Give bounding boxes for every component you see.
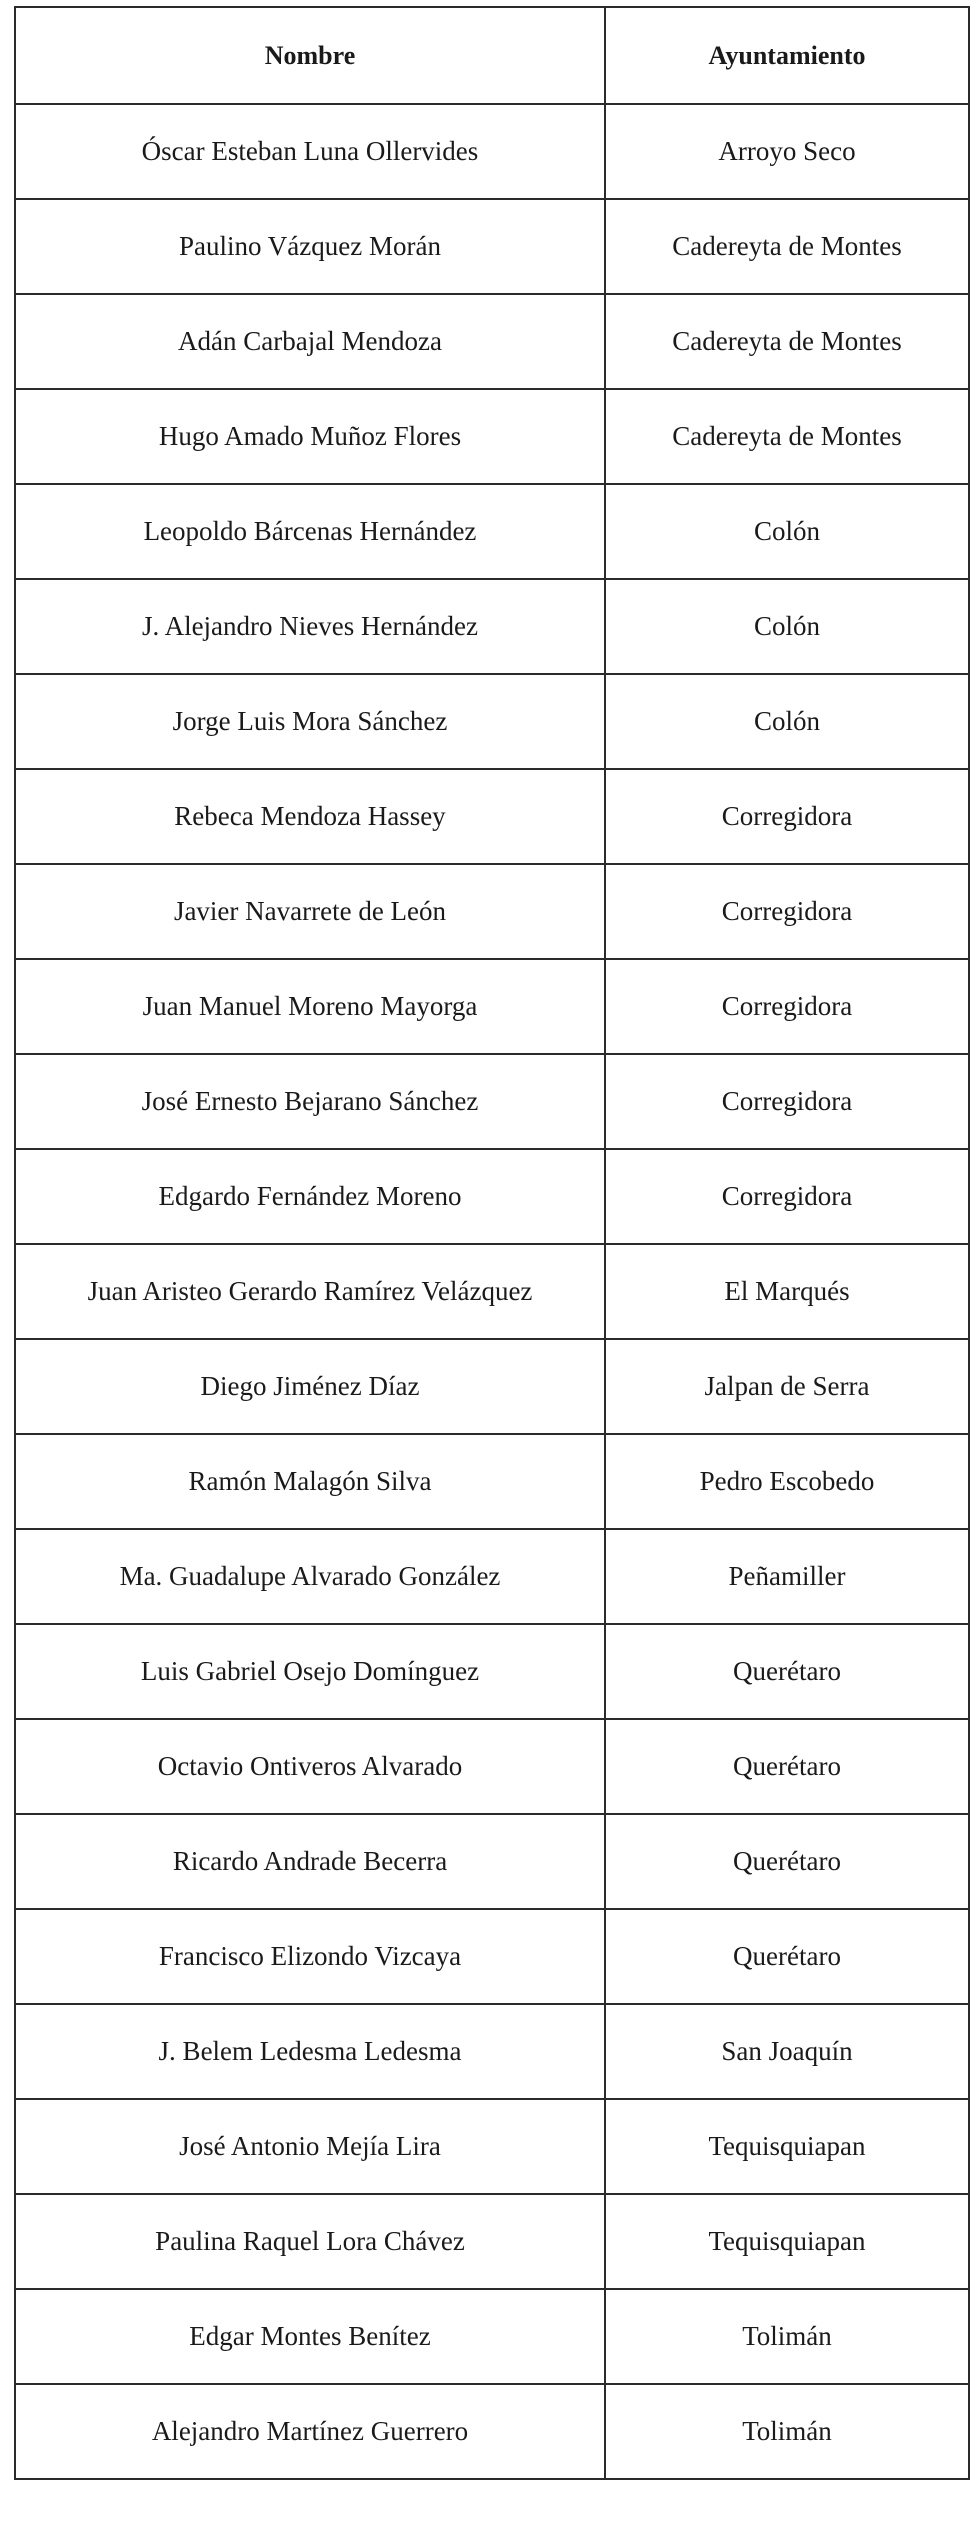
cell-name: Ma. Guadalupe Alvarado González xyxy=(15,1529,605,1624)
table-row xyxy=(15,1909,969,2004)
table-row xyxy=(15,1244,969,1339)
table-row xyxy=(15,2004,969,2099)
cell-name: Óscar Esteban Luna Ollervides xyxy=(15,104,605,199)
cell-ayuntamiento: Querétaro xyxy=(605,1624,969,1719)
table-row xyxy=(15,1719,969,1814)
table-row xyxy=(15,1054,969,1149)
cell-ayuntamiento: Peñamiller xyxy=(605,1529,969,1624)
cell-name: José Ernesto Bejarano Sánchez xyxy=(15,1054,605,1149)
cell-ayuntamiento: El Marqués xyxy=(605,1244,969,1339)
cell-ayuntamiento: Tolimán xyxy=(605,2384,969,2479)
cell-ayuntamiento: Colón xyxy=(605,674,969,769)
cell-ayuntamiento: Colón xyxy=(605,484,969,579)
table-row xyxy=(15,2099,969,2194)
cell-name: Adán Carbajal Mendoza xyxy=(15,294,605,389)
table-body xyxy=(15,104,969,2479)
cell-name: Paulina Raquel Lora Chávez xyxy=(15,2194,605,2289)
table-row xyxy=(15,389,969,484)
cell-name: Edgar Montes Benítez xyxy=(15,2289,605,2384)
cell-ayuntamiento: Arroyo Seco xyxy=(605,104,969,199)
table-row xyxy=(15,579,969,674)
officials-table-container xyxy=(14,6,968,2480)
cell-name: J. Belem Ledesma Ledesma xyxy=(15,2004,605,2099)
table-row xyxy=(15,199,969,294)
table-row xyxy=(15,1624,969,1719)
table-row xyxy=(15,484,969,579)
table-row xyxy=(15,959,969,1054)
table-row xyxy=(15,864,969,959)
cell-ayuntamiento: Colón xyxy=(605,579,969,674)
table-row xyxy=(15,674,969,769)
cell-name: Juan Aristeo Gerardo Ramírez Velázquez xyxy=(15,1244,605,1339)
cell-ayuntamiento: Tequisquiapan xyxy=(605,2194,969,2289)
table-row xyxy=(15,294,969,389)
cell-ayuntamiento: Corregidora xyxy=(605,1054,969,1149)
column-header-name: Nombre xyxy=(15,7,605,104)
table-row xyxy=(15,1814,969,1909)
cell-ayuntamiento: Corregidora xyxy=(605,769,969,864)
column-header-ayuntamiento: Ayuntamiento xyxy=(605,7,969,104)
table-row xyxy=(15,1529,969,1624)
cell-name: Hugo Amado Muñoz Flores xyxy=(15,389,605,484)
cell-name: Diego Jiménez Díaz xyxy=(15,1339,605,1434)
cell-name: Francisco Elizondo Vizcaya xyxy=(15,1909,605,2004)
cell-name: Rebeca Mendoza Hassey xyxy=(15,769,605,864)
table-row xyxy=(15,1149,969,1244)
cell-ayuntamiento: Pedro Escobedo xyxy=(605,1434,969,1529)
cell-ayuntamiento: Cadereyta de Montes xyxy=(605,199,969,294)
cell-name: Ramón Malagón Silva xyxy=(15,1434,605,1529)
cell-ayuntamiento: Corregidora xyxy=(605,1149,969,1244)
cell-name: Ricardo Andrade Becerra xyxy=(15,1814,605,1909)
cell-ayuntamiento: Querétaro xyxy=(605,1719,969,1814)
cell-ayuntamiento: Cadereyta de Montes xyxy=(605,294,969,389)
table-row xyxy=(15,104,969,199)
cell-ayuntamiento: Corregidora xyxy=(605,864,969,959)
table-row xyxy=(15,2194,969,2289)
cell-name: Luis Gabriel Osejo Domínguez xyxy=(15,1624,605,1719)
cell-name: Jorge Luis Mora Sánchez xyxy=(15,674,605,769)
table-row xyxy=(15,2384,969,2479)
cell-name: J. Alejandro Nieves Hernández xyxy=(15,579,605,674)
cell-ayuntamiento: Tolimán xyxy=(605,2289,969,2384)
cell-ayuntamiento: Cadereyta de Montes xyxy=(605,389,969,484)
cell-ayuntamiento: Corregidora xyxy=(605,959,969,1054)
cell-ayuntamiento: Jalpan de Serra xyxy=(605,1339,969,1434)
cell-name: Leopoldo Bárcenas Hernández xyxy=(15,484,605,579)
table-row xyxy=(15,1434,969,1529)
cell-name: Juan Manuel Moreno Mayorga xyxy=(15,959,605,1054)
cell-ayuntamiento: Querétaro xyxy=(605,1909,969,2004)
table-row xyxy=(15,1339,969,1434)
cell-name: Alejandro Martínez Guerrero xyxy=(15,2384,605,2479)
cell-name: Octavio Ontiveros Alvarado xyxy=(15,1719,605,1814)
cell-ayuntamiento: San Joaquín xyxy=(605,2004,969,2099)
cell-name: Paulino Vázquez Morán xyxy=(15,199,605,294)
cell-ayuntamiento: Tequisquiapan xyxy=(605,2099,969,2194)
table-header xyxy=(15,7,969,104)
cell-name: Edgardo Fernández Moreno xyxy=(15,1149,605,1244)
cell-name: José Antonio Mejía Lira xyxy=(15,2099,605,2194)
table-row xyxy=(15,2289,969,2384)
cell-name: Javier Navarrete de León xyxy=(15,864,605,959)
officials-table xyxy=(14,6,970,2480)
header-row xyxy=(15,7,969,104)
cell-ayuntamiento: Querétaro xyxy=(605,1814,969,1909)
table-row xyxy=(15,769,969,864)
